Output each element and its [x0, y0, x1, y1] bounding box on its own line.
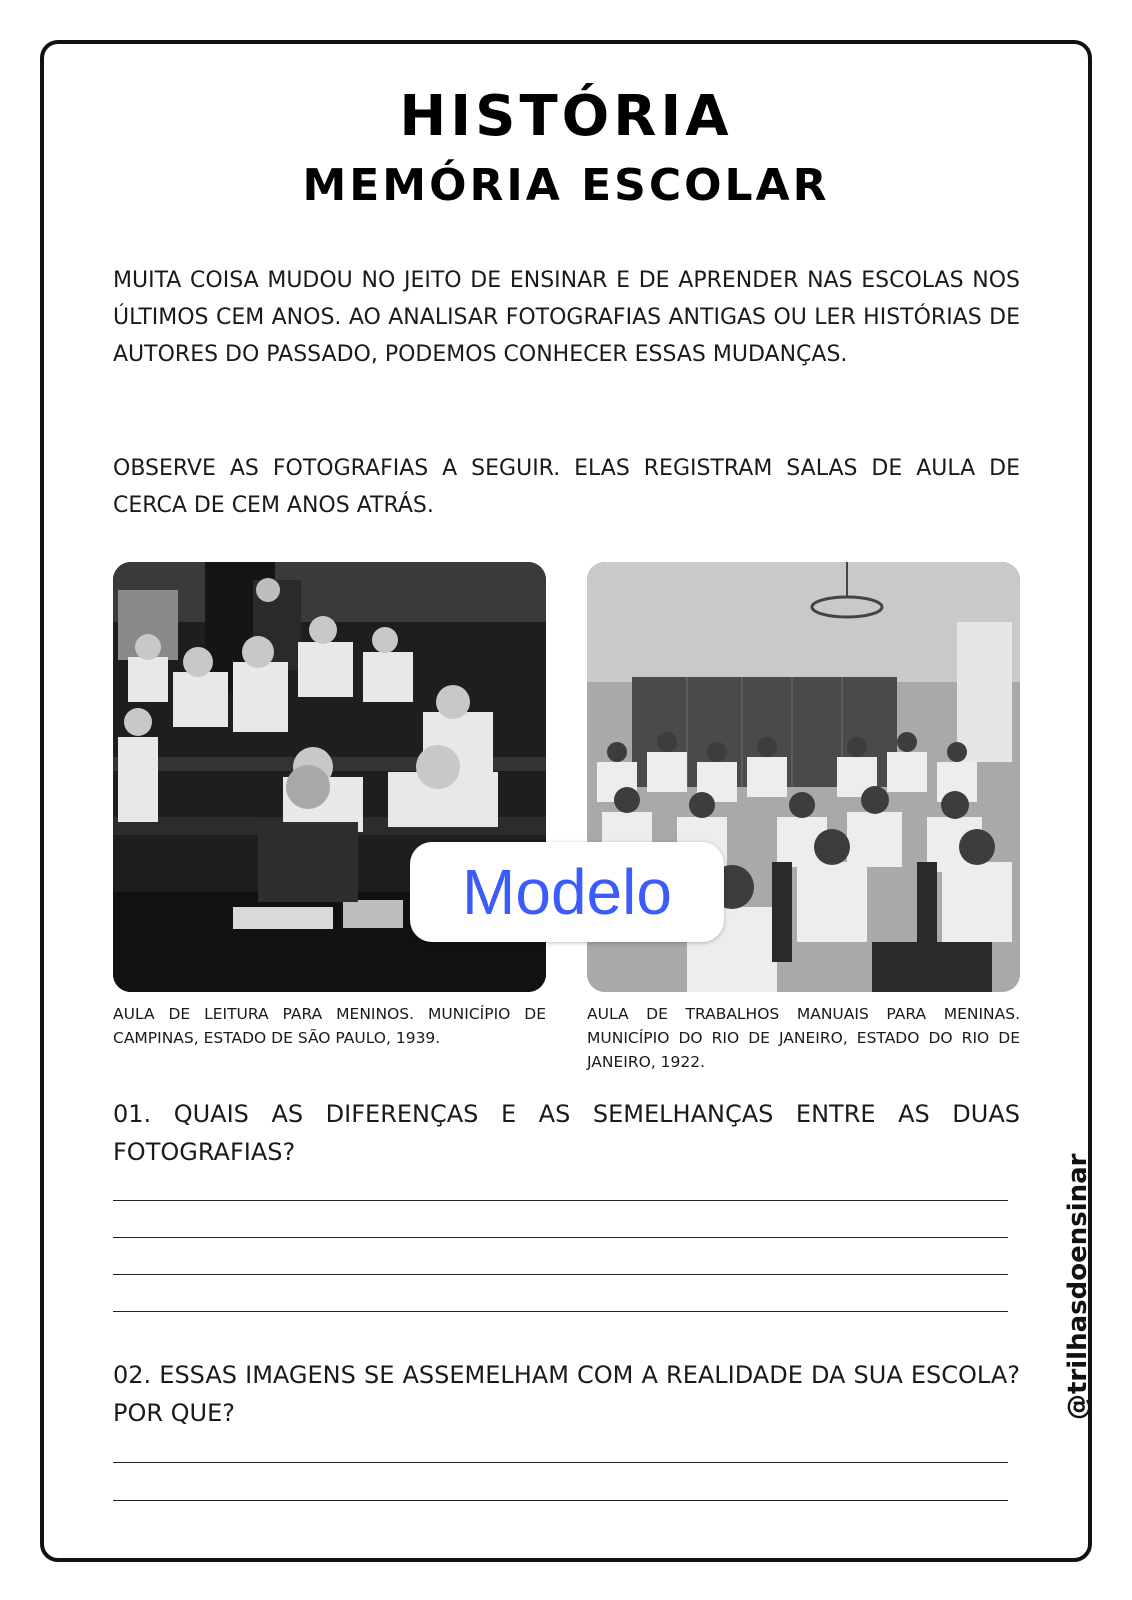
- photo-caption-2: AULA DE TRABALHOS MANUAIS PARA MENINAS. MUNICÍPIO DO RIO DE JANEIRO, ESTADO DO RIO DE JANEIRO, 1922.: [587, 1005, 1020, 1071]
- social-handle: @trilhasdoensinar: [1063, 1153, 1093, 1420]
- photo-caption-1: AULA DE LEITURA PARA MENINOS. MUNICÍPIO DE CAMPINAS, ESTADO DE SÃO PAULO, 1939.: [113, 1005, 546, 1047]
- intro-paragraph-1: MUITA COISA MUDOU NO JEITO DE ENSINAR E DE APRENDER NAS ESCOLAS NOS ÚLTIMOS CEM ANOS. AO ANALISAR FOTOGRAFIAS ANTIGAS OU LER HISTÓRIAS DE AUTORES DO PASSADO, PODEMOS CONHECER ESSAS MUDANÇAS.: [113, 268, 1020, 367]
- answer-line[interactable]: [113, 1311, 1008, 1312]
- page-title: HISTÓRIA: [399, 84, 733, 149]
- answer-line[interactable]: [113, 1274, 1008, 1275]
- question-1: 01. QUAIS AS DIFERENÇAS E AS SEMELHANÇAS ENTRE AS DUAS FOTOGRAFIAS?: [113, 1100, 1020, 1166]
- question-2: 02. ESSAS IMAGENS SE ASSEMELHAM COM A REALIDADE DA SUA ESCOLA? POR QUE?: [113, 1361, 1020, 1427]
- answer-line[interactable]: [113, 1237, 1008, 1238]
- answer-line[interactable]: [113, 1500, 1008, 1501]
- answer-line[interactable]: [113, 1200, 1008, 1201]
- page-subtitle: MEMÓRIA ESCOLAR: [302, 160, 830, 211]
- answer-line[interactable]: [113, 1462, 1008, 1463]
- intro-paragraph-2: OBSERVE AS FOTOGRAFIAS A SEGUIR. ELAS REGISTRAM SALAS DE AULA DE CERCA DE CEM ANOS ATRÁS.: [113, 456, 1020, 518]
- watermark-badge: Modelo: [410, 842, 724, 942]
